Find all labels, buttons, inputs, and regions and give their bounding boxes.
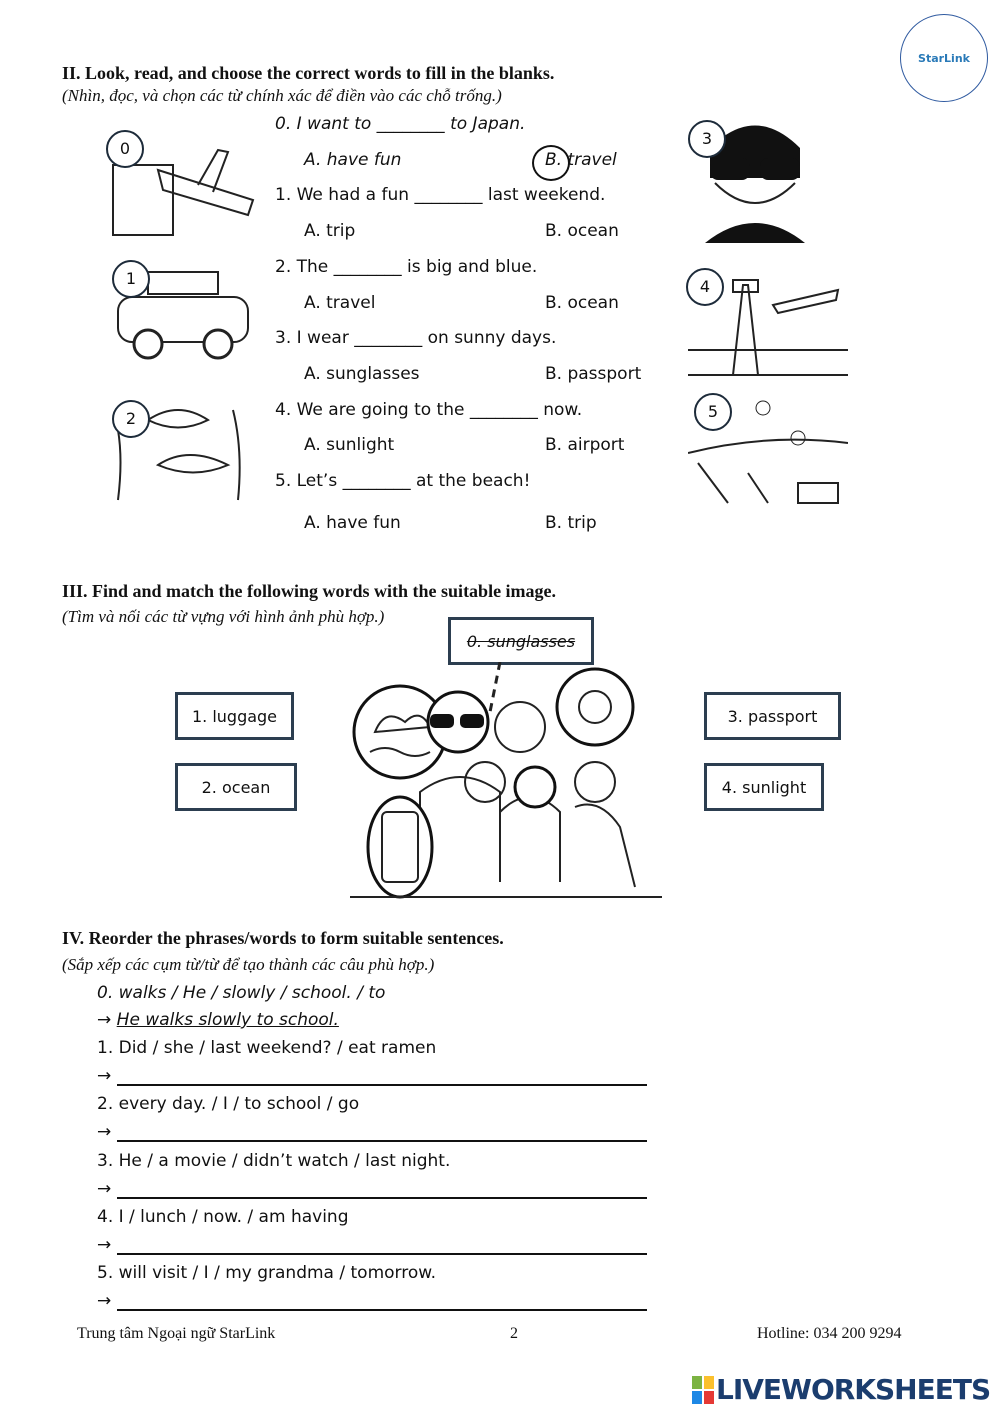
question-1: 1. We had a fun ________ last weekend. [275, 185, 606, 205]
section4-subtitle: (Sắp xếp các cụm từ/từ để tạo thành các câu phù hợp.) [62, 955, 435, 974]
passport-circle [515, 767, 555, 807]
image-number-badge: 1 [112, 260, 150, 298]
option-a-q4[interactable]: A. sunlight [304, 435, 395, 455]
arrow-icon: → [97, 1291, 112, 1312]
option-b-q2[interactable]: B. ocean [545, 293, 619, 313]
word-box-ocean[interactable]: 2. ocean [175, 763, 297, 811]
section2-title: II. Look, read, and choose the correct words to fill in the blanks. [62, 63, 555, 83]
live-icon [692, 1376, 714, 1404]
question-5: 5. Let’s ________ at the beach! [275, 471, 531, 491]
arrow-icon: → [97, 1122, 112, 1143]
arrow-icon: → [97, 1178, 112, 1199]
arrow-icon: → [97, 1066, 112, 1086]
answer-line-1[interactable] [97, 1066, 647, 1086]
question-4: 4. We are going to the ________ now. [275, 400, 583, 420]
image-number-badge: 3 [688, 120, 726, 158]
answer-line-4[interactable] [97, 1235, 647, 1255]
answer-input[interactable] [117, 1293, 647, 1311]
section2-subtitle: (Nhìn, đọc, và chọn các từ chính xác để điền vào các chỗ trống.) [62, 86, 502, 105]
answer-input[interactable] [117, 1181, 647, 1199]
section3-title: III. Find and match the following words with the suitable image. [62, 581, 557, 601]
answer-line-5[interactable] [97, 1291, 647, 1311]
option-b-q0[interactable]: B. travel [545, 150, 617, 170]
option-b-q1[interactable]: B. ocean [545, 221, 619, 241]
reorder-item-2: 2. every day. / I / to school / go [97, 1094, 360, 1115]
question-3: 3. I wear ________ on sunny days. [275, 328, 557, 348]
word-box-luggage[interactable]: 1. luggage [175, 692, 294, 740]
image-number-badge: 2 [112, 400, 150, 438]
family-travel-image [350, 662, 662, 910]
answer-input[interactable] [117, 1124, 647, 1142]
footer-center-name: Trung tâm Ngoại ngữ StarLink [77, 1325, 276, 1342]
answer-input[interactable] [117, 1068, 647, 1086]
reorder-item-1: 1. Did / she / last weekend? / eat ramen [97, 1038, 437, 1058]
option-a-q0[interactable]: A. have fun [304, 150, 402, 170]
option-a-q1[interactable]: A. trip [304, 221, 356, 241]
answer-line-2[interactable] [97, 1122, 647, 1142]
image-number-badge: 5 [694, 393, 732, 431]
footer-hotline: Hotline: 034 200 9294 [757, 1325, 902, 1342]
question-0: 0. I want to ________ to Japan. [275, 114, 526, 134]
starlink-logo: StarLink [900, 14, 988, 102]
section3-subtitle: (Tìm và nối các từ vựng với hình ảnh phù hợp.) [62, 607, 385, 626]
reorder-item-4: 4. I / lunch / now. / am having [97, 1206, 349, 1227]
option-b-q5[interactable]: B. trip [545, 513, 597, 533]
arrow-icon: → [97, 1234, 112, 1255]
reorder-example-answer: → He walks slowly to school. [97, 1010, 339, 1030]
reorder-item-5: 5. will visit / I / my grandma / tomorrow. [97, 1263, 436, 1284]
image-number-badge: 0 [106, 130, 144, 168]
section4-title: IV. Reorder the phrases/words to form suitable sentences. [62, 928, 504, 948]
reorder-example: 0. walks / He / slowly / school. / to [97, 983, 386, 1003]
answer-circle-mark [532, 145, 570, 181]
option-a-q3[interactable]: A. sunglasses [304, 364, 420, 384]
example-word-box: 0. sunglasses [448, 617, 594, 665]
liveworksheets-logo: LIVEWORKSHEETS [692, 1373, 990, 1406]
image-number-badge: 4 [686, 268, 724, 306]
word-box-sunlight[interactable]: 4. sunlight [704, 763, 824, 811]
page-number: 2 [510, 1325, 518, 1342]
sun-circle [557, 669, 633, 745]
reorder-item-3: 3. He / a movie / didn’t watch / last night. [97, 1150, 451, 1171]
answer-input[interactable] [117, 1237, 647, 1255]
option-b-q3[interactable]: B. passport [545, 364, 642, 384]
question-2: 2. The ________ is big and blue. [275, 257, 538, 277]
option-a-q2[interactable]: A. travel [304, 293, 376, 313]
word-box-passport[interactable]: 3. passport [704, 692, 841, 740]
option-a-q5[interactable]: A. have fun [304, 513, 401, 533]
option-b-q4[interactable]: B. airport [545, 435, 625, 455]
answer-line-3[interactable] [97, 1179, 647, 1199]
